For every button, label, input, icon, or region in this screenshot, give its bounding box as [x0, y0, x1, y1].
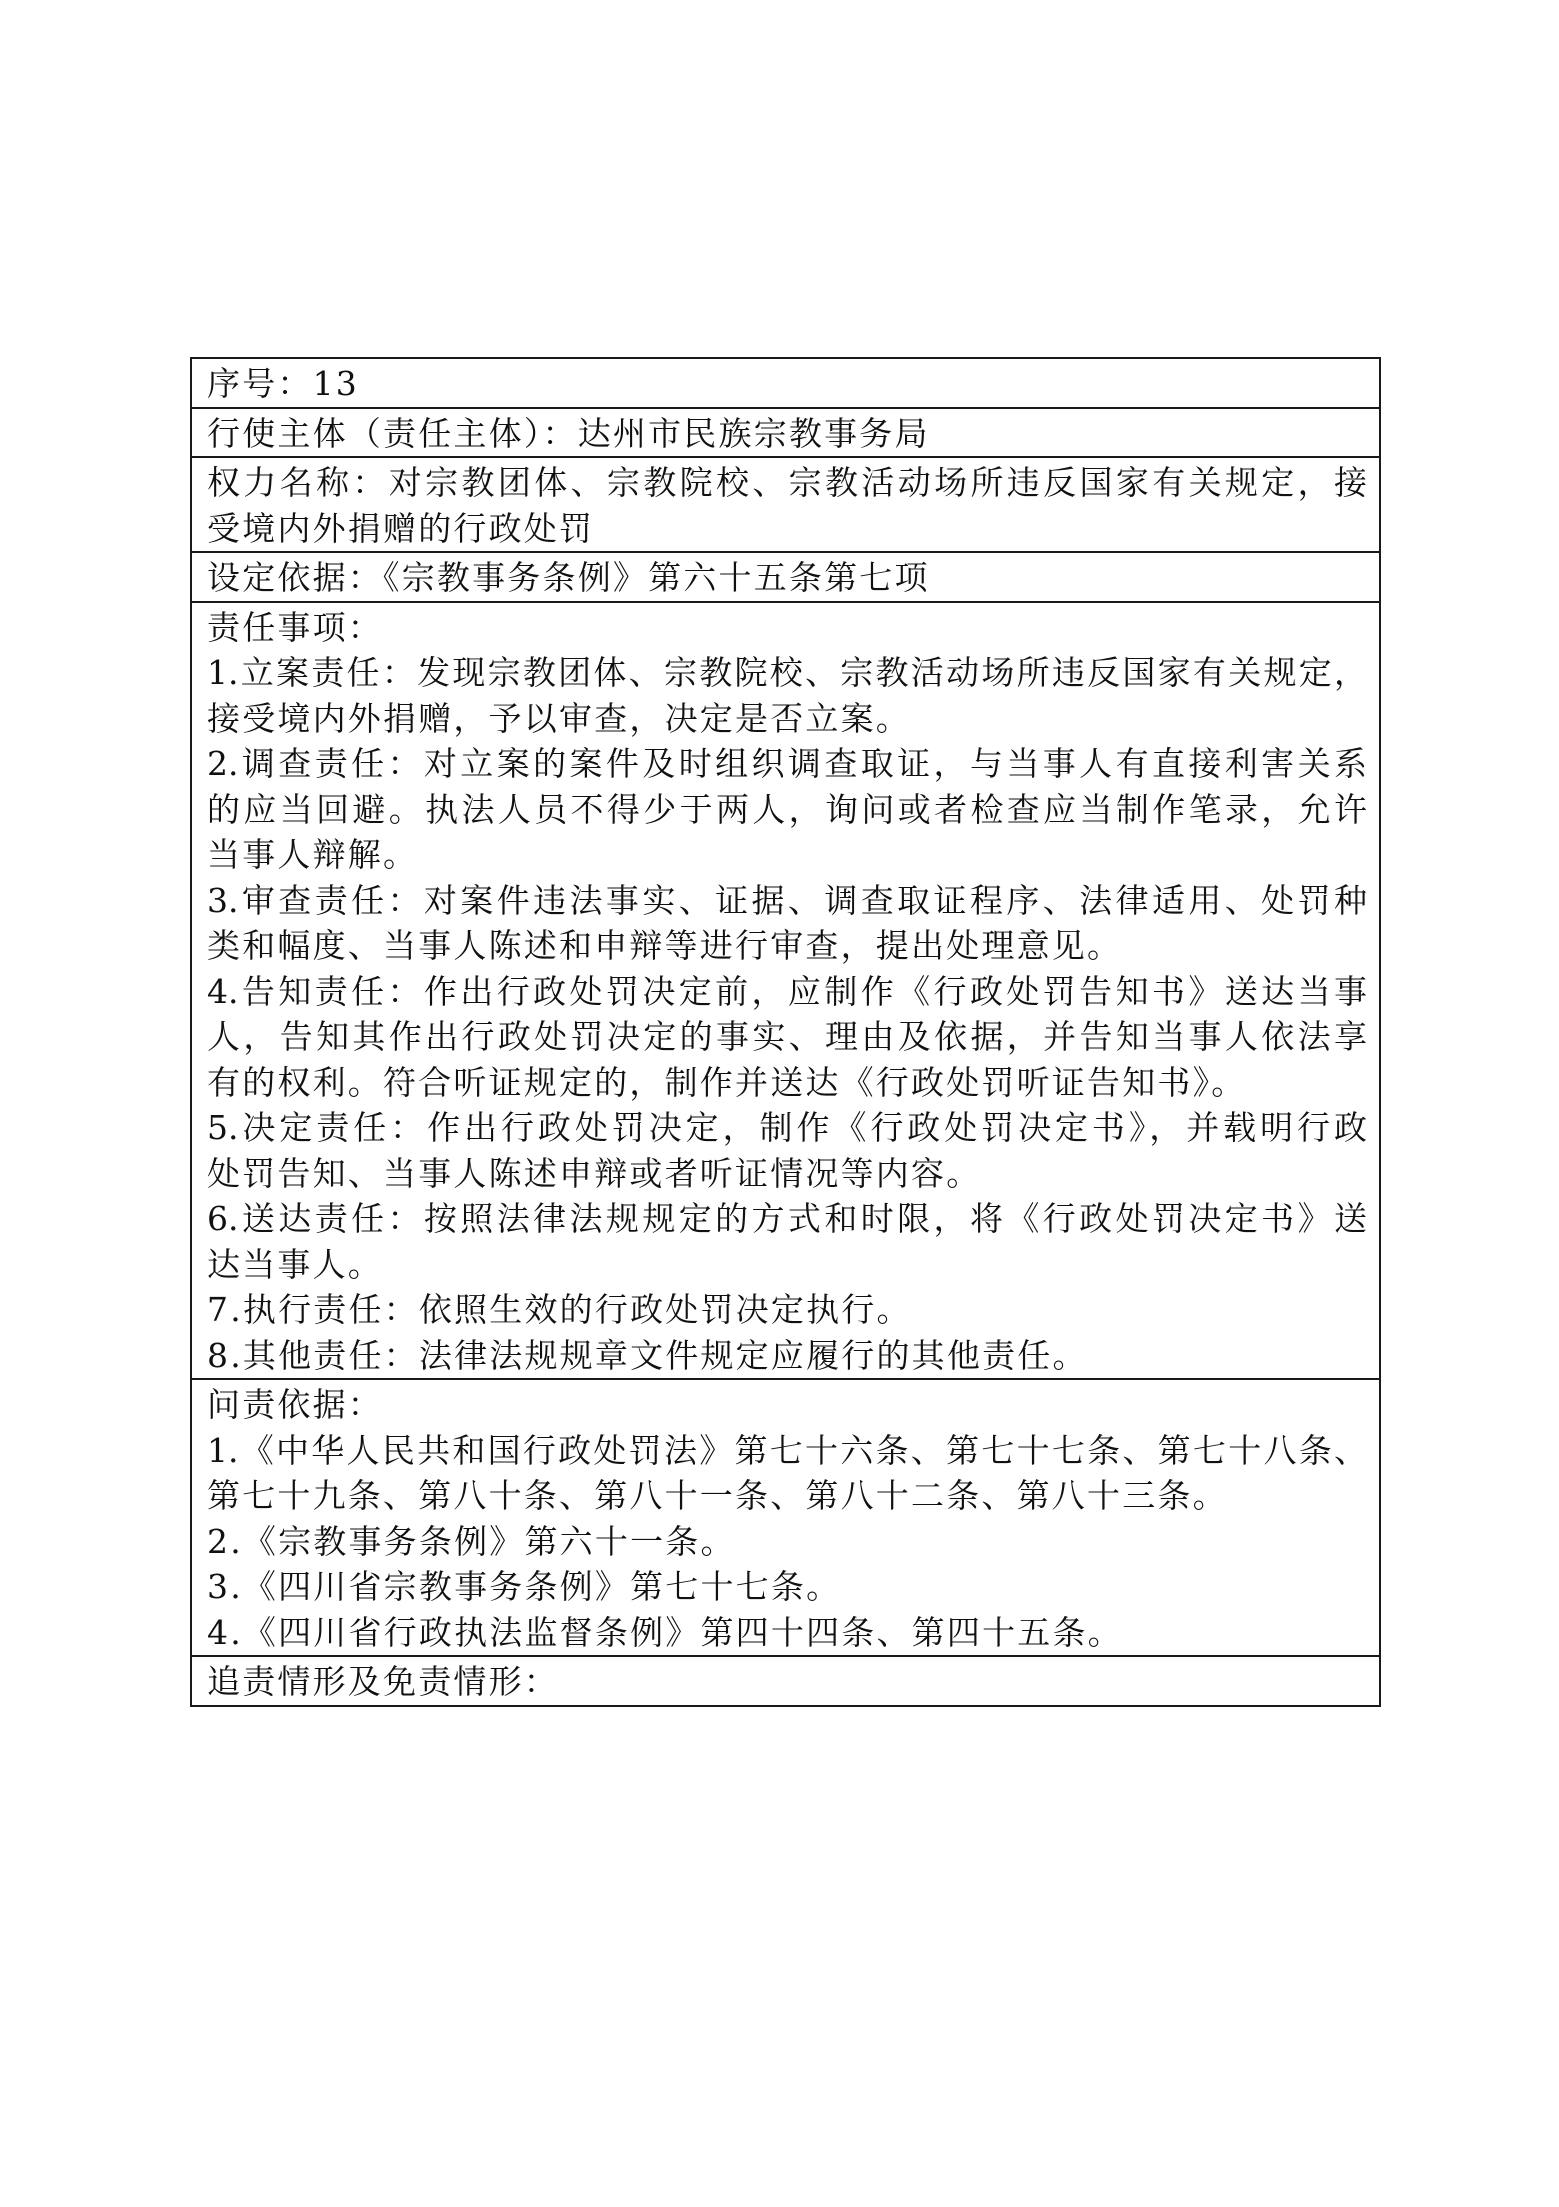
responsibilities-heading: 责任事项：	[207, 607, 383, 647]
liability-heading: 追责情形及免责情形：	[207, 1662, 559, 1701]
responsibility-line: 达当事人。	[207, 1244, 383, 1284]
responsibilities-row	[192, 601, 1379, 1379]
accountability-line: 1.《中华人民共和国行政处罚法》第七十六条、第七十七条、第七十八条、	[207, 1430, 1367, 1470]
power-name-line: 权力名称：对宗教团体、宗教院校、宗教活动场所违反国家有关规定，接	[207, 463, 1367, 502]
accountability-line: 2.《宗教事务条例》第六十一条。	[207, 1521, 736, 1561]
accountability-line: 3.《四川省宗教事务条例》第七十七条。	[207, 1567, 842, 1606]
responsibility-line: 人，告知其作出行政处罚决定的事实、理由及依据，并告知当事人依法享	[207, 1017, 1367, 1056]
responsibility-line: 2.调查责任：对立案的案件及时组织调查取证，与当事人有直接利害关系	[207, 744, 1367, 783]
serial-row	[192, 359, 1379, 407]
responsibility-line: 4.告知责任：作出行政处罚决定前，应制作《行政处罚告知书》送达当事	[207, 971, 1367, 1011]
responsibility-line: 处罚告知、当事人陈述申辩或者听证情况等内容。	[207, 1153, 982, 1193]
subject-row	[192, 407, 1379, 457]
responsibility-line: 类和幅度、当事人陈述和申辩等进行审查，提出处理意见。	[207, 926, 1123, 965]
responsibility-line: 有的权利。符合听证规定的，制作并送达《行政处罚听证告知书》。	[207, 1062, 1247, 1102]
responsibility-line: 3.审查责任：对案件违法事实、证据、调查取证程序、法律适用、处罚种	[207, 880, 1367, 920]
responsibility-line: 6.送达责任：按照法律法规规定的方式和时限，将《行政处罚决定书》送	[207, 1199, 1367, 1238]
responsibility-line: 5.决定责任：作出行政处罚决定，制作《行政处罚决定书》，并载明行政	[207, 1108, 1367, 1147]
responsibility-line: 接受境内外捐赠，予以审查，决定是否立案。	[207, 698, 911, 738]
accountability-line: 第七十九条、第八十条、第八十一条、第八十二条、第八十三条。	[207, 1476, 1228, 1515]
power-name-line: 受境内外捐赠的行政处罚	[207, 508, 595, 548]
accountability-line: 4.《四川省行政执法监督条例》第四十四条、第四十五条。	[207, 1612, 1123, 1652]
responsibility-line: 的应当回避。执法人员不得少于两人，询问或者检查应当制作笔录，允许	[207, 789, 1367, 829]
power-name-row	[192, 456, 1379, 551]
legal-basis: 设定依据：《宗教事务条例》第六十五条第七项	[207, 558, 930, 597]
accountability-row	[192, 1378, 1379, 1655]
serial-number: 序号：13	[207, 364, 359, 403]
responsibility-line: 当事人辩解。	[207, 835, 419, 874]
responsibility-line: 1.立案责任：发现宗教团体、宗教院校、宗教活动场所违反国家有关规定，	[207, 653, 1367, 692]
responsibility-line: 7.执行责任：依照生效的行政处罚决定执行。	[207, 1290, 912, 1329]
responsible-subject: 行使主体（责任主体）：达州市民族宗教事务局	[207, 413, 930, 453]
accountability-heading: 问责依据：	[207, 1385, 383, 1424]
basis-row	[192, 551, 1379, 601]
responsibility-line: 8.其他责任：法律法规规章文件规定应履行的其他责任。	[207, 1335, 1088, 1375]
liability-row	[192, 1655, 1379, 1705]
responsibility-table	[190, 357, 1381, 1707]
